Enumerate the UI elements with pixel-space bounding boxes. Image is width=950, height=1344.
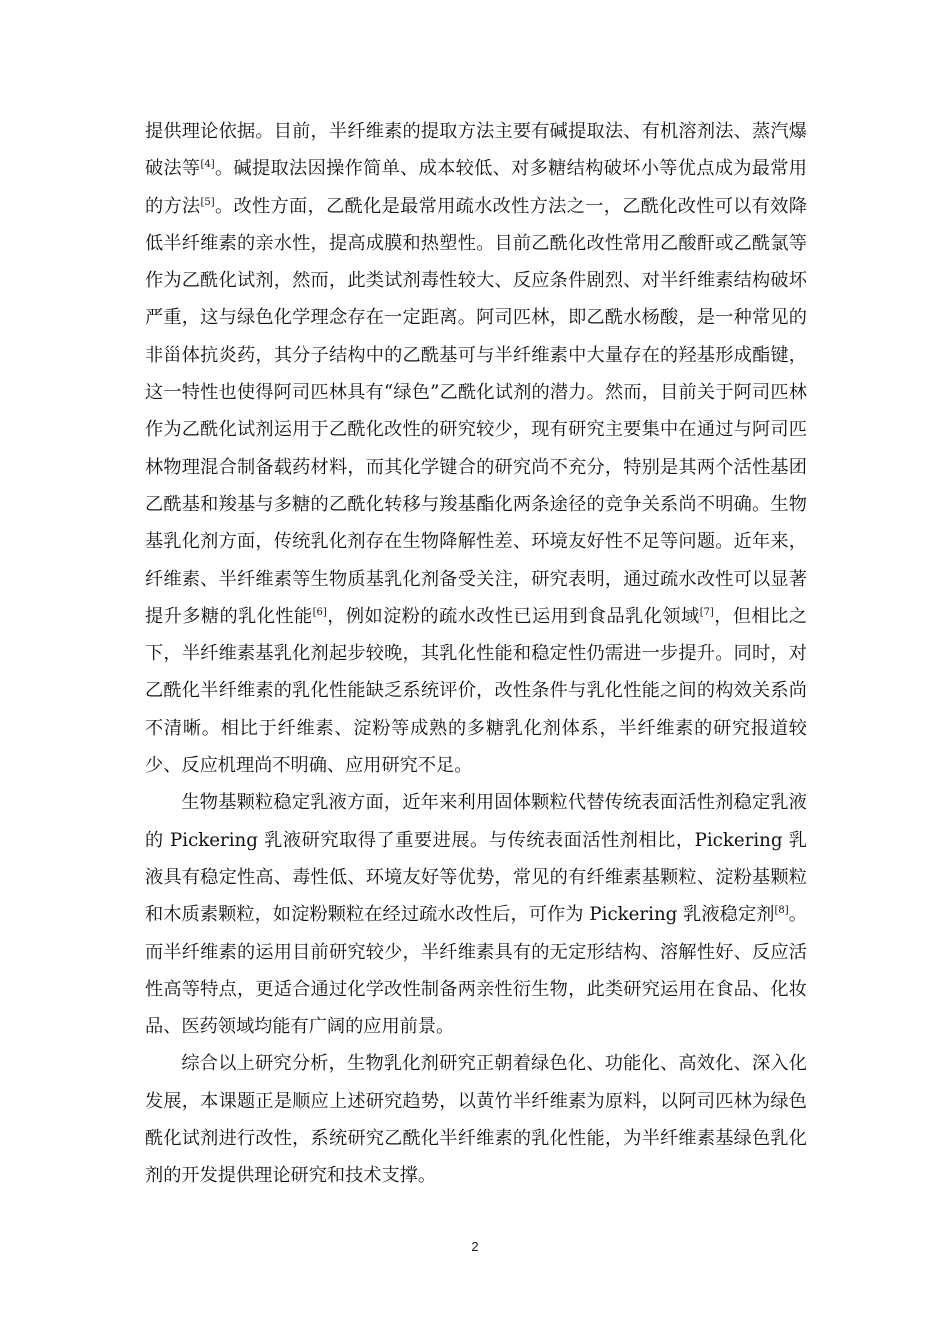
text-segment: ，例如淀粉的疏水改性已运用到食品乳化领域: [326, 605, 700, 627]
text-segment: 。碱提取法因操作简单、成本较低、对多糖结构破坏小等优点成为最常用的方法: [145, 158, 807, 217]
page-number: 2: [471, 1239, 479, 1254]
paragraph: [145, 1045, 807, 1194]
citation-marker: [5]: [200, 196, 215, 208]
citation-marker: [6]: [312, 606, 327, 618]
text-segment: 提供理论依据。目前，半纤维素的提取方法主要有碱提取法、有机溶剂法、蒸汽爆破法等: [145, 121, 807, 180]
text-segment: 生物基颗粒稳定乳液方面，近年来利用固体颗粒代替传统表面活性剂稳定乳液的 Pickering 乳液研究取得了重要进展。与传统表面活性剂相比，Pickering 乳液具有稳定性高、毒性低、环境友好等优势，常见的有纤维素基颗粒、淀粉基颗粒和木质素颗粒，如淀粉颗粒在经过疏水改性后，可作为 Pickering 乳液稳定剂: [145, 792, 807, 926]
body-text: [145, 113, 807, 1195]
text-segment: 综合以上研究分析，生物乳化剂研究正朝着绿色化、功能化、高效化、深入化发展，本课题正是顺应上述研究趋势，以黄竹半纤维素为原料，以阿司匹林为绿色酰化试剂进行改性，系统研究乙酰化半纤维素的乳化性能，为半纤维素基绿色乳化剂的开发提供理论研究和技术支撑。: [145, 1053, 807, 1187]
paragraph: [145, 784, 807, 1045]
citation-marker: [4]: [200, 159, 215, 171]
citation-marker: [7]: [699, 606, 714, 618]
text-segment: ，但相比之下，半纤维素基乳化剂起步较晚，其乳化性能和稳定性仍需进一步提升。同时，对乙酰化半纤维素的乳化性能缺乏系统评价，改性条件与乳化性能之间的构效关系尚不清晰。相比于纤维素、淀粉等成熟的多糖乳化剂体系，半纤维素的研究报道较少、反应机理尚不明确、应用研究不足。: [145, 605, 807, 777]
citation-marker: [8]: [774, 905, 789, 917]
paragraph: [145, 113, 807, 784]
text-segment: 。而半纤维素的运用目前研究较少，半纤维素具有的无定形结构、溶解性好、反应活性高等特点，更适合通过化学改性制备两亲性衍生物，此类研究运用在食品、化妆品、医药领域均能有广阔的应用前景。: [145, 904, 807, 1038]
text-segment: 。改性方面，乙酰化是最常用疏水改性方法之一，乙酰化改性可以有效降低半纤维素的亲水性，提高成膜和热塑性。目前乙酰化改性常用乙酸酐或乙酰氯等作为乙酰化试剂，然而，此类试剂毒性较大、反应条件剧烈、对半纤维素结构破坏严重，这与绿色化学理念存在一定距离。阿司匹林，即乙酰水杨酸，是一种常见的非甾体抗炎药，其分子结构中的乙酰基可与半纤维素中大量存在的羟基形成酯键，这一特性也使得阿司匹林具有“绿色”乙酰化试剂的潜力。然而，目前关于阿司匹林作为乙酰化试剂运用于乙酰化改性的研究较少，现有研究主要集中在通过与阿司匹林物理混合制备载药材料，而其化学键合的研究尚不充分，特别是其两个活性基团乙酰基和羧基与多糖的乙酰化转移与羧基酯化两条途径的竞争关系尚不明确。生物基乳化剂方面，传统乳化剂存在生物降解性差、环境友好性不足等问题。近年来，纤维素、半纤维素等生物质基乳化剂备受关注，研究表明，通过疏水改性可以显著提升多糖的乳化性能: [145, 195, 807, 627]
